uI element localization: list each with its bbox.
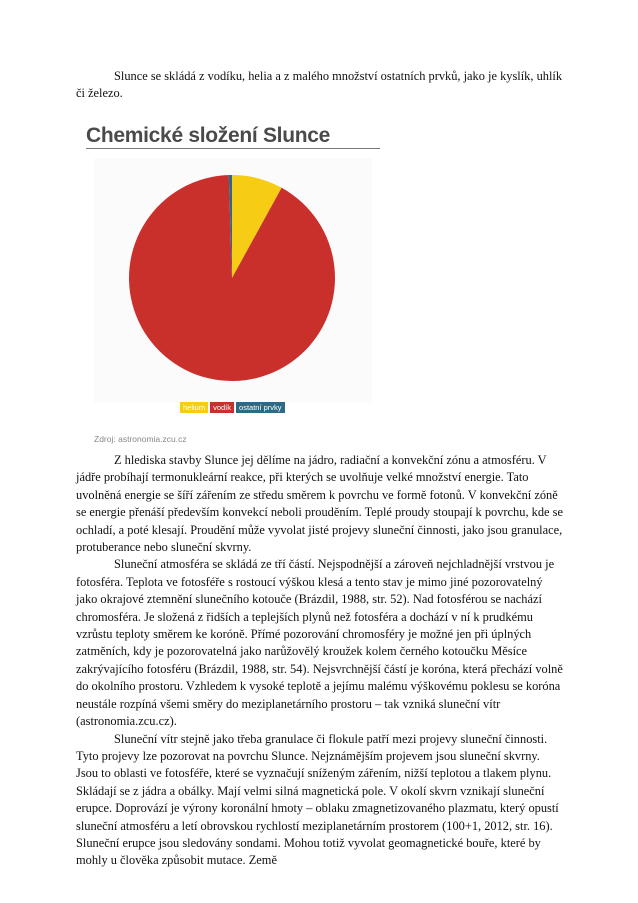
intro-text: Slunce se skládá z vodíku, helia a z malého množství ostatních prvků, jako je kyslík, uhlík či železo.: [76, 69, 563, 101]
chart-source: Zdroj: astronomia.zcu.cz: [94, 434, 187, 444]
legend-item-vodik: vodík: [210, 402, 234, 413]
paragraph-solar-activity-text: Sluneční vítr stejně jako třeba granulace či flokule patří mezi projevy sluneční činnosti. Tyto projevy lze pozorovat na povrchu Slunce. Nejznámějším projevem jsou sluneční skvrny. Jsou to oblasti ve fotosféře, které se vyznačují sníženým zářením, nižší teplotou a tlakem plynu. Skládají se z jádra a obálky. Mají velmi silná magnetická pole. V okolí skvrn vznikají sluneční erupce. Doprovází je výrony koronální hmoty – oblaku zmagnetizovaného plazmatu, který opustí sluneční atmosféru a letí obrovskou rychlostí meziplanetárním prostorem (100+1, 2012, str. 16). Sluneční erupce jsou sledovány sondami. Mohou totiž vyvolat geomagnetické bouře, které by mohly u člověka způsobit mutace. Země: [76, 731, 559, 868]
paragraph-solar-activity: [76, 731, 564, 870]
chart-legend: [180, 402, 285, 413]
legend-item-helium: helium: [180, 402, 208, 413]
paragraph-atmosphere: [76, 556, 564, 730]
paragraph-structure-text: Z hlediska stavby Slunce jej dělíme na jádro, radiační a konvekční zónu a atmosféru. V jádře probíhají termonukleární reakce, při kterých se uvolňuje velké množství energie. Tato uvolněná energie se šíří zářením ze středu směrem k povrchu ve formě fotonů. V konvekční zóně se energie přenáší především konvekcí neboli prouděním. Teplé proudy stoupají k povrchu, kde se ochladí, a poté klesají. Proudění může vyvolat jisté projevy sluneční činnosti, jako jsou granulace, protuberance nebo sluneční skvrny.: [76, 453, 563, 555]
paragraph-structure: [76, 452, 564, 556]
legend-item-ostatni: ostatní prvky: [236, 402, 285, 413]
chart-title: Chemické složení Slunce: [86, 124, 331, 147]
paragraph-atmosphere-text: Sluneční atmosféra se skládá ze tří částí. Nejspodnější a zároveň nejchladnější vrstvou je fotosféra. Teplota ve fotosféře s rostoucí výškou klesá a tento stav je mimo jiné pozorovatelný jako okrajové ztemnění slunečního kotouče (Brázdil, 1988, str. 52). Nad fotosférou se nachází chromosféra. Je složená z řidších a teplejších plynů než fotosféra a dochází v ní k prudkému vzrůstu teploty směrem ke koróně. Přímé pozorování chromosféry je možné jen při úplných zatměních, kdy je pozorovatelná jako narůžovělý kroužek kolem černého kotoučku Měsíce zakrývajícího fotosféru (Brázdil, 1988, str. 54). Nejsvrchnější částí je koróna, která přechází volně do okolního prostoru. Vzhledem k vysoké teplotě a jejímu malému výškovému poklesu se koróna neustále rozpíná všemi směry do meziplanetárního prostoru – tak vzniká sluneční vítr (astronomia.zcu.cz).: [76, 557, 563, 729]
pie-chart: [80, 120, 392, 420]
title-divider: [86, 148, 380, 149]
chart-figure: [80, 120, 392, 450]
body-text: [76, 452, 564, 870]
intro-paragraph: [76, 68, 564, 103]
